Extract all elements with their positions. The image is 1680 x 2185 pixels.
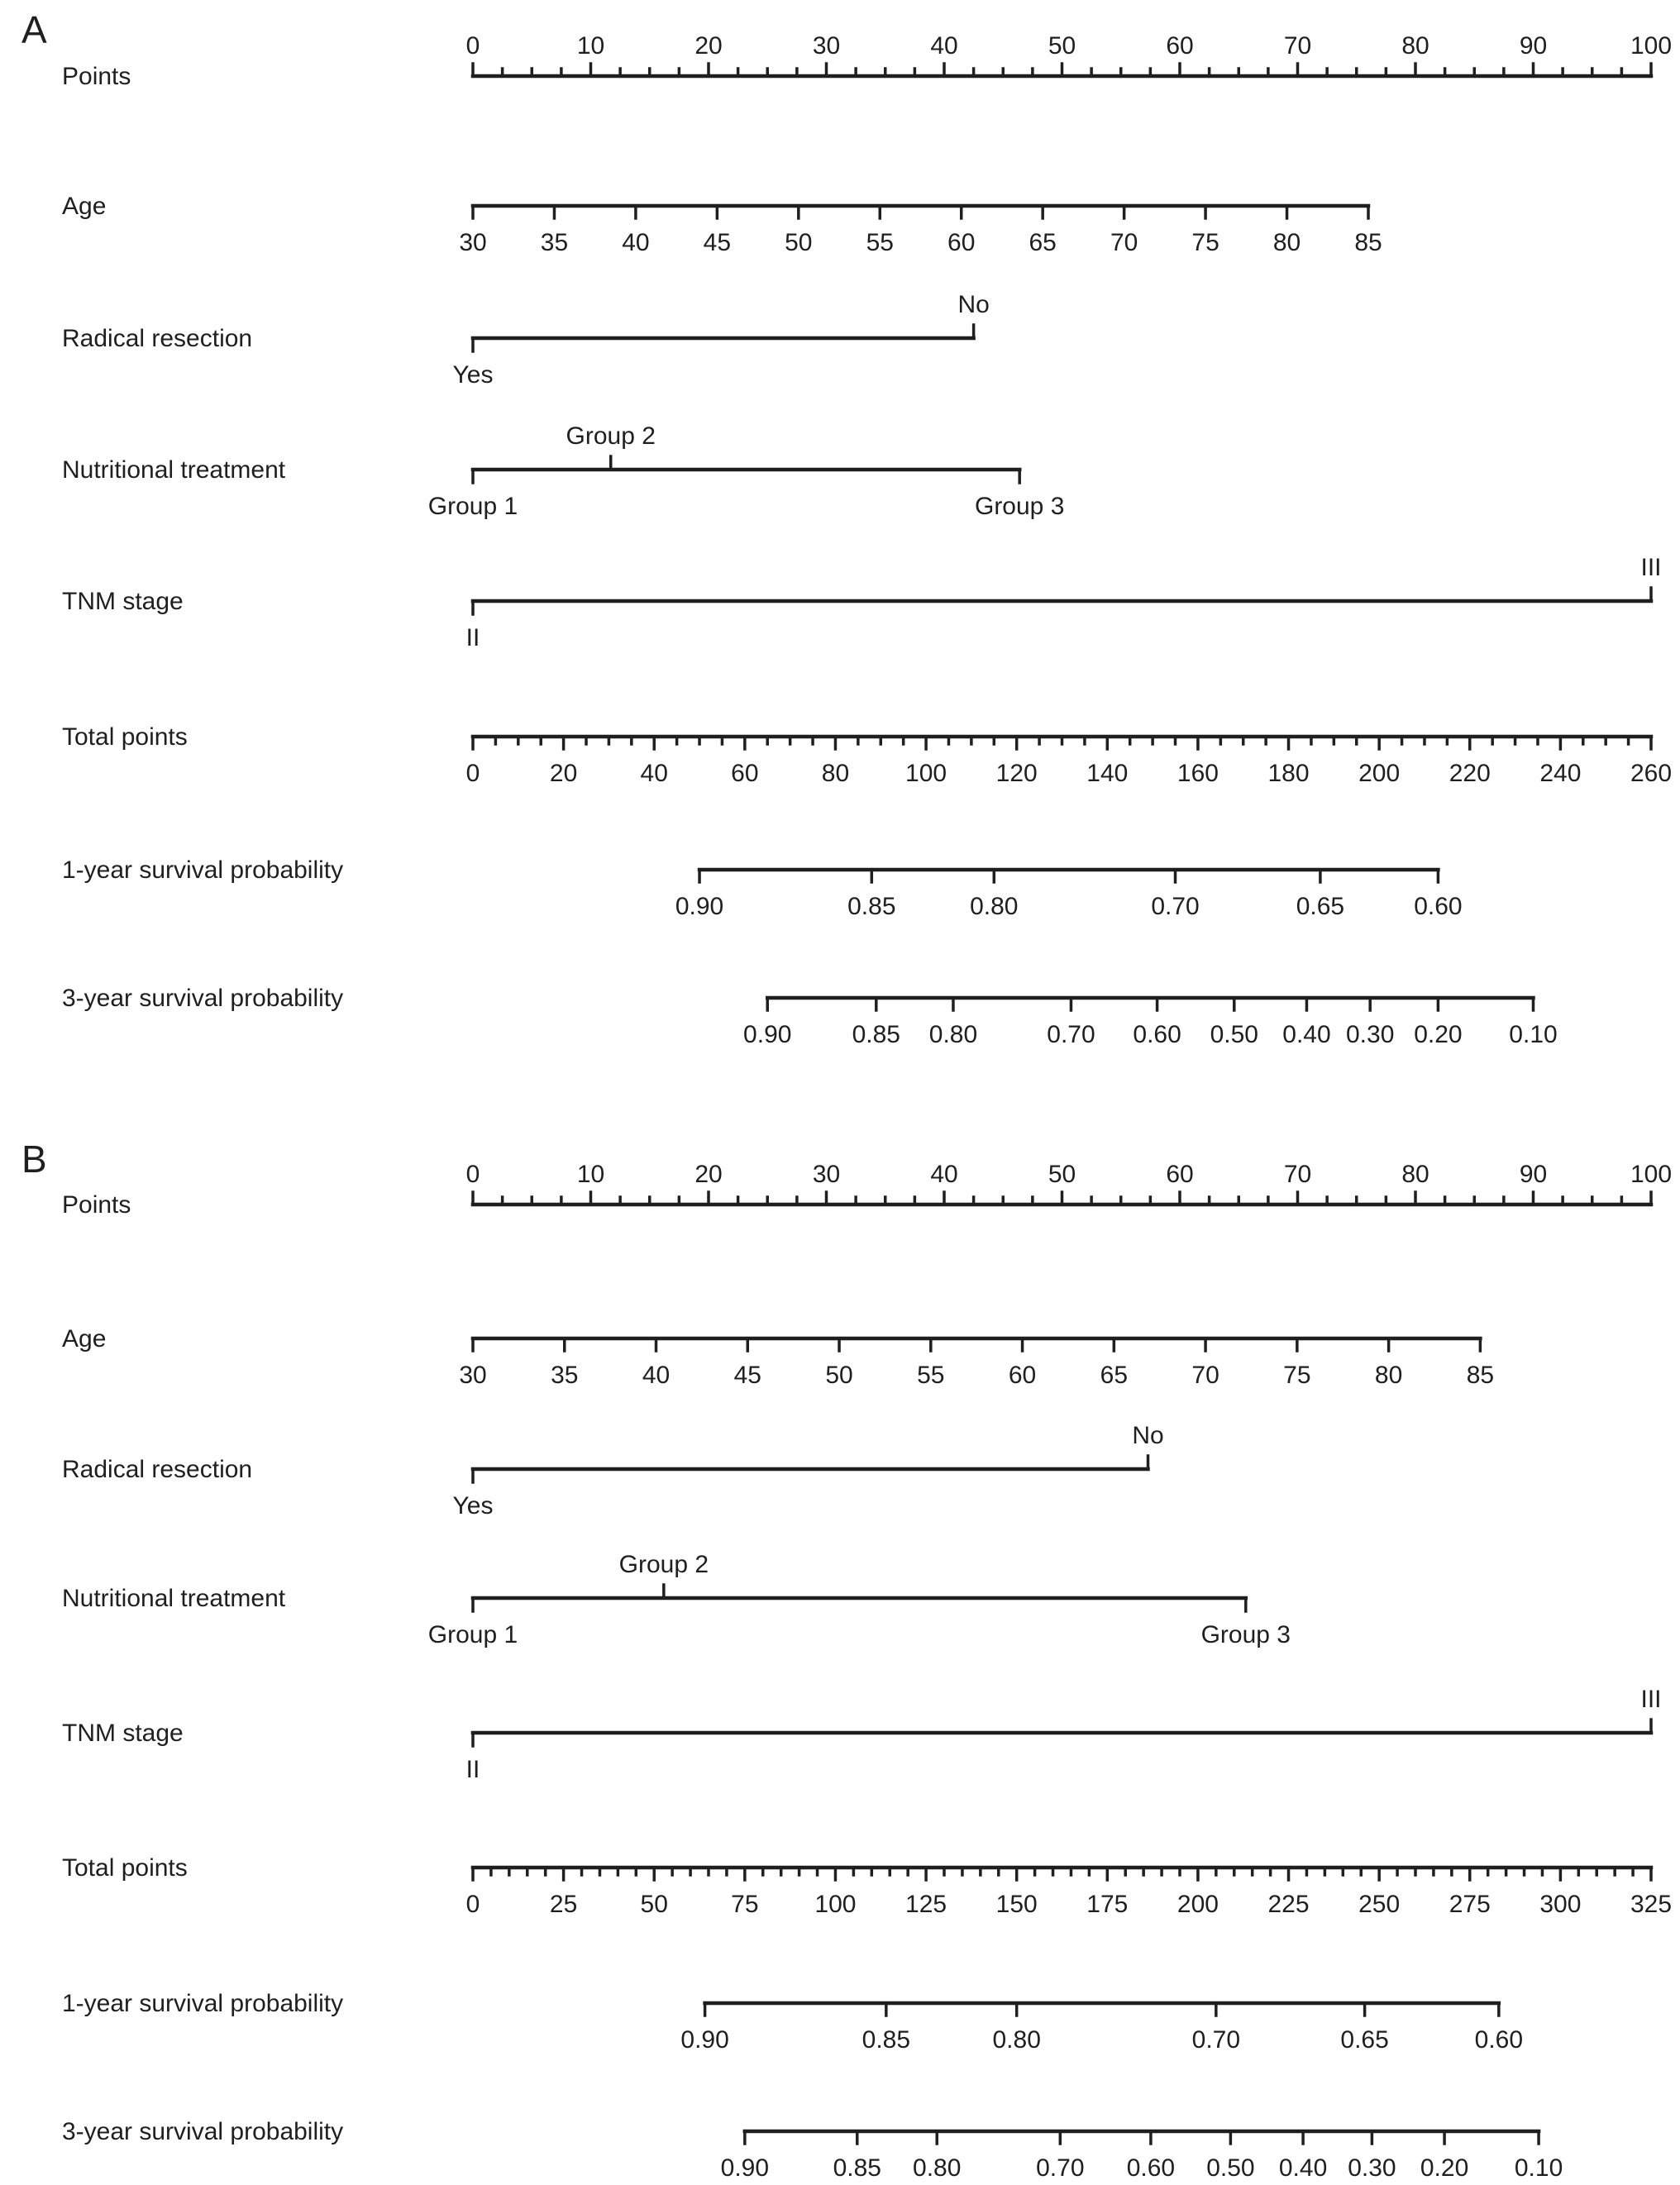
row-nutritional-treatment	[62, 422, 1064, 520]
points-tick-label: 20	[694, 32, 723, 60]
points-tick-label: 70	[1283, 32, 1312, 60]
age-tick-label: 60	[947, 229, 976, 256]
total-points-tick-label: 140	[1086, 760, 1129, 787]
category-label-group-3: Group 3	[1200, 1621, 1291, 1648]
category-label-yes: Yes	[452, 1492, 494, 1519]
total-points-tick-label: 200	[1176, 1891, 1219, 1918]
total-points-tick-label: 300	[1539, 1891, 1582, 1918]
age-tick-label: 60	[1008, 1362, 1037, 1389]
age-tick-label: 50	[825, 1362, 853, 1389]
panel-letter-B: B	[21, 1138, 47, 1181]
survival-3yr-tick-label: 0.70	[1036, 2154, 1085, 2181]
points-tick-label: 50	[1048, 1161, 1076, 1188]
age-tick-label: 65	[1100, 1362, 1129, 1389]
total-points-tick-label: 200	[1358, 760, 1401, 787]
row-points	[62, 32, 1672, 90]
total-points-tick-label: 260	[1630, 760, 1673, 787]
panel-B	[21, 1138, 1672, 2181]
survival-3yr-tick-label: 0.90	[720, 2154, 770, 2181]
survival-3yr-tick-label: 0.90	[743, 1021, 792, 1048]
row-tnm-stage	[62, 1686, 1662, 1783]
category-label-group-2: Group 2	[618, 1551, 709, 1578]
total-points-tick-label: 125	[905, 1891, 947, 1918]
total-points-tick-label: 175	[1086, 1891, 1129, 1918]
row-label-survival-1yr: 1-year survival probability	[62, 1990, 344, 2017]
row-label-survival-1yr: 1-year survival probability	[62, 856, 344, 884]
panel-letter-A: A	[21, 8, 47, 51]
age-tick-label: 40	[642, 1362, 671, 1389]
survival-3yr-tick-label: 0.40	[1282, 1021, 1331, 1048]
survival-3yr-tick-label: 0.70	[1047, 1021, 1095, 1048]
total-points-tick-label: 20	[549, 760, 578, 787]
total-points-tick-label: 225	[1267, 1891, 1310, 1918]
row-radical-resection	[62, 1422, 1164, 1519]
total-points-tick-label: 0	[465, 760, 480, 787]
total-points-tick-label: 150	[995, 1891, 1038, 1918]
row-label-survival-3yr: 3-year survival probability	[62, 2118, 344, 2145]
age-tick-label: 70	[1191, 1362, 1219, 1389]
survival-3yr-tick-label: 0.30	[1345, 1021, 1395, 1048]
row-survival-1yr	[62, 856, 1463, 920]
survival-3yr-tick-label: 0.85	[833, 2154, 881, 2181]
points-tick-label: 10	[576, 1161, 605, 1188]
row-label-total-points: Total points	[62, 1854, 188, 1882]
row-label-tnm-stage: TNM stage	[62, 1720, 184, 1747]
total-points-tick-label: 275	[1449, 1891, 1491, 1918]
age-tick-label: 30	[459, 1362, 487, 1389]
survival-1yr-tick-label: 0.65	[1340, 2026, 1389, 2054]
age-tick-label: 50	[785, 229, 813, 256]
survival-3yr-tick-label: 0.10	[1514, 2154, 1563, 2181]
total-points-tick-label: 40	[640, 760, 668, 787]
survival-3yr-tick-label: 0.40	[1278, 2154, 1328, 2181]
total-points-tick-label: 50	[640, 1891, 668, 1918]
survival-3yr-tick-label: 0.10	[1509, 1021, 1558, 1048]
survival-1yr-tick-label: 0.80	[970, 893, 1019, 920]
row-label-tnm-stage: TNM stage	[62, 588, 184, 615]
total-points-tick-label: 160	[1176, 760, 1219, 787]
row-radical-resection	[62, 291, 990, 389]
category-label-yes: Yes	[452, 361, 494, 389]
row-label-age: Age	[62, 193, 107, 220]
row-survival-3yr	[62, 985, 1558, 1048]
age-tick-label: 45	[733, 1362, 761, 1389]
category-label-iii: III	[1640, 1686, 1662, 1713]
survival-3yr-tick-label: 0.50	[1210, 1021, 1258, 1048]
total-points-tick-label: 250	[1358, 1891, 1401, 1918]
total-points-tick-label: 80	[821, 760, 850, 787]
age-tick-label: 85	[1466, 1362, 1495, 1389]
age-tick-label: 55	[917, 1362, 945, 1389]
points-tick-label: 10	[576, 32, 605, 60]
total-points-tick-label: 240	[1539, 760, 1582, 787]
points-tick-label: 20	[694, 1161, 723, 1188]
survival-3yr-tick-label: 0.80	[928, 1021, 978, 1048]
age-tick-label: 75	[1191, 229, 1219, 256]
age-tick-label: 30	[459, 229, 487, 256]
row-age	[62, 193, 1382, 256]
survival-1yr-tick-label: 0.70	[1191, 2026, 1241, 2054]
age-tick-label: 45	[703, 229, 732, 256]
age-tick-label: 85	[1354, 229, 1382, 256]
total-points-tick-label: 180	[1267, 760, 1310, 787]
row-label-points: Points	[62, 63, 131, 90]
points-tick-label: 50	[1048, 32, 1076, 60]
row-label-total-points: Total points	[62, 723, 188, 751]
survival-3yr-tick-label: 0.80	[913, 2154, 962, 2181]
survival-1yr-tick-label: 0.65	[1296, 893, 1345, 920]
survival-1yr-tick-label: 0.60	[1474, 2026, 1524, 2054]
category-label-no: No	[957, 291, 990, 318]
category-label-group-2: Group 2	[566, 422, 656, 450]
total-points-tick-label: 325	[1630, 1891, 1673, 1918]
total-points-tick-label: 75	[731, 1891, 759, 1918]
row-label-radical-resection: Radical resection	[62, 1456, 253, 1483]
points-tick-label: 70	[1283, 1161, 1312, 1188]
survival-3yr-tick-label: 0.30	[1348, 2154, 1396, 2181]
row-points	[62, 1161, 1672, 1219]
row-total-points	[62, 723, 1672, 787]
survival-1yr-tick-label: 0.85	[861, 2026, 911, 2054]
row-tnm-stage	[62, 554, 1662, 651]
survival-1yr-tick-label: 0.80	[992, 2026, 1041, 2054]
row-label-radical-resection: Radical resection	[62, 325, 253, 352]
row-label-nutritional-treatment: Nutritional treatment	[62, 456, 286, 484]
points-tick-label: 60	[1166, 1161, 1194, 1188]
row-label-nutritional-treatment: Nutritional treatment	[62, 1585, 286, 1612]
row-label-age: Age	[62, 1325, 107, 1353]
total-points-tick-label: 0	[465, 1891, 480, 1918]
total-points-tick-label: 60	[731, 760, 759, 787]
row-nutritional-treatment	[62, 1551, 1291, 1648]
age-tick-label: 80	[1272, 229, 1301, 256]
age-tick-label: 75	[1283, 1362, 1311, 1389]
total-points-tick-label: 220	[1449, 760, 1491, 787]
points-tick-label: 30	[812, 32, 841, 60]
category-label-iii: III	[1640, 554, 1662, 581]
category-label-group-1: Group 1	[427, 1621, 518, 1648]
panel-A	[21, 8, 1672, 1048]
survival-1yr-tick-label: 0.60	[1414, 893, 1463, 920]
survival-1yr-tick-label: 0.85	[847, 893, 896, 920]
row-label-survival-3yr: 3-year survival probability	[62, 985, 344, 1012]
row-survival-1yr	[62, 1990, 1523, 2054]
points-tick-label: 60	[1166, 32, 1194, 60]
age-tick-label: 70	[1110, 229, 1138, 256]
points-tick-label: 0	[465, 32, 480, 60]
points-tick-label: 90	[1519, 1161, 1548, 1188]
points-tick-label: 80	[1401, 32, 1429, 60]
category-label-no: No	[1132, 1422, 1164, 1449]
row-label-points: Points	[62, 1191, 131, 1219]
age-tick-label: 80	[1374, 1362, 1403, 1389]
category-label-group-1: Group 1	[427, 493, 518, 520]
total-points-tick-label: 100	[905, 760, 947, 787]
survival-3yr-tick-label: 0.50	[1206, 2154, 1255, 2181]
survival-3yr-tick-label: 0.60	[1126, 2154, 1176, 2181]
category-label-ii: II	[465, 1756, 480, 1783]
category-label-ii: II	[465, 624, 480, 651]
row-survival-3yr	[62, 2118, 1563, 2181]
survival-1yr-tick-label: 0.90	[680, 2026, 729, 2054]
survival-3yr-tick-label: 0.85	[852, 1021, 900, 1048]
age-tick-label: 65	[1029, 229, 1057, 256]
total-points-tick-label: 120	[995, 760, 1038, 787]
points-tick-label: 30	[812, 1161, 841, 1188]
age-tick-label: 55	[866, 229, 894, 256]
points-tick-label: 40	[930, 1161, 958, 1188]
age-tick-label: 35	[551, 1362, 579, 1389]
survival-1yr-tick-label: 0.90	[675, 893, 724, 920]
survival-3yr-tick-label: 0.20	[1414, 1021, 1463, 1048]
points-tick-label: 0	[465, 1161, 480, 1188]
age-tick-label: 40	[622, 229, 650, 256]
points-tick-label: 100	[1630, 1161, 1673, 1188]
survival-3yr-tick-label: 0.60	[1133, 1021, 1181, 1048]
survival-3yr-tick-label: 0.20	[1420, 2154, 1469, 2181]
points-tick-label: 40	[930, 32, 958, 60]
row-total-points	[62, 1854, 1672, 1918]
points-tick-label: 80	[1401, 1161, 1429, 1188]
total-points-tick-label: 100	[814, 1891, 857, 1918]
points-tick-label: 100	[1630, 32, 1673, 60]
points-tick-label: 90	[1519, 32, 1548, 60]
survival-1yr-tick-label: 0.70	[1151, 893, 1200, 920]
category-label-group-3: Group 3	[974, 493, 1065, 520]
age-tick-label: 35	[540, 229, 569, 256]
row-age	[62, 1325, 1494, 1389]
total-points-tick-label: 25	[549, 1891, 578, 1918]
